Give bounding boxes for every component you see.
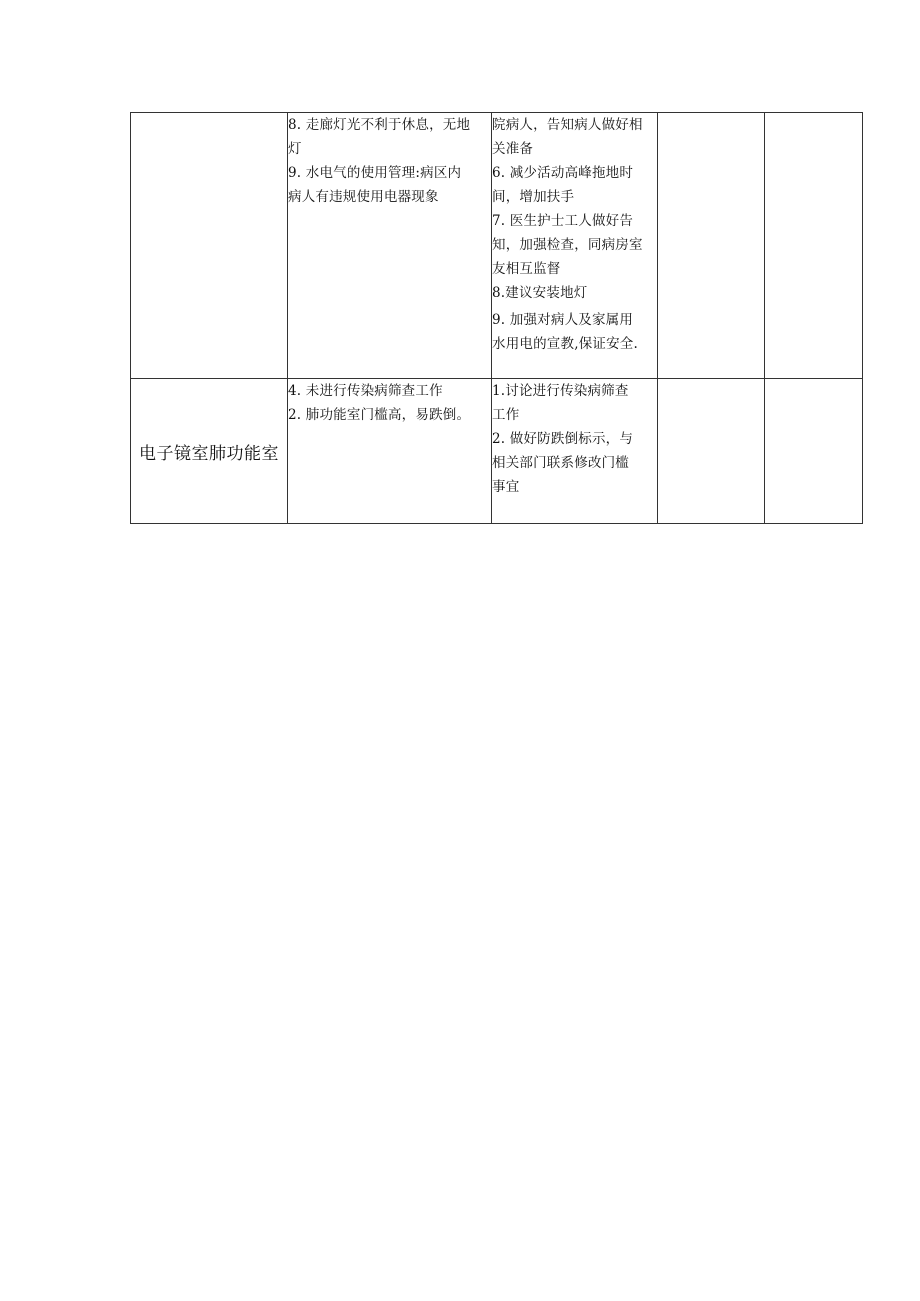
measure-line: 事宜 xyxy=(492,479,520,495)
issues-cell xyxy=(288,113,492,379)
department-cell: 电子镜室肺功能室 xyxy=(131,379,288,524)
table-row xyxy=(131,379,863,524)
extra-cell-2 xyxy=(765,379,863,524)
measure-line: 9. 加强对病人及家属用 xyxy=(492,312,634,328)
measure-line: 7. 医生护士工人做好告 xyxy=(492,213,634,229)
measure-line: 关准备 xyxy=(492,141,534,157)
measure-line: 间，增加扶手 xyxy=(492,189,575,205)
measure-line: 知，加强检查，同病房室 xyxy=(492,237,643,253)
measure-line: 8.建议安装地灯 xyxy=(492,285,588,301)
issue-line: 病人有违规使用电器现象 xyxy=(288,189,439,205)
measure-line: 6. 减少活动高峰拖地时 xyxy=(492,165,634,181)
issue-line: 9. 水电气的使用管理:病区内 xyxy=(288,165,462,181)
measure-line: 友相互监督 xyxy=(492,261,561,277)
issue-line: 8. 走廊灯光不利于休息，无地 xyxy=(288,117,471,133)
issues-cell xyxy=(288,379,492,524)
extra-cell-1 xyxy=(658,379,765,524)
measures-cell xyxy=(492,113,658,379)
extra-cell-2 xyxy=(765,113,863,379)
measure-line: 1.讨论进行传染病筛查 xyxy=(492,383,629,399)
measure-line: 工作 xyxy=(492,407,520,423)
measure-line: 水用电的宣教,保证安全. xyxy=(492,336,638,352)
extra-cell-1 xyxy=(658,113,765,379)
department-cell xyxy=(131,113,288,379)
measure-line: 2. 做好防跌倒标示，与 xyxy=(492,431,634,447)
issue-line: 灯 xyxy=(288,141,302,157)
measure-line: 相关部门联系修改门槛 xyxy=(492,455,629,471)
rectification-table xyxy=(130,112,863,524)
table-row xyxy=(131,113,863,379)
issue-line: 4. 未进行传染病筛查工作 xyxy=(288,383,443,399)
measures-cell xyxy=(492,379,658,524)
issue-line: 2. 肺功能室门槛高，易跌倒。 xyxy=(288,407,471,423)
measure-line: 院病人，告知病人做好相 xyxy=(492,117,643,133)
